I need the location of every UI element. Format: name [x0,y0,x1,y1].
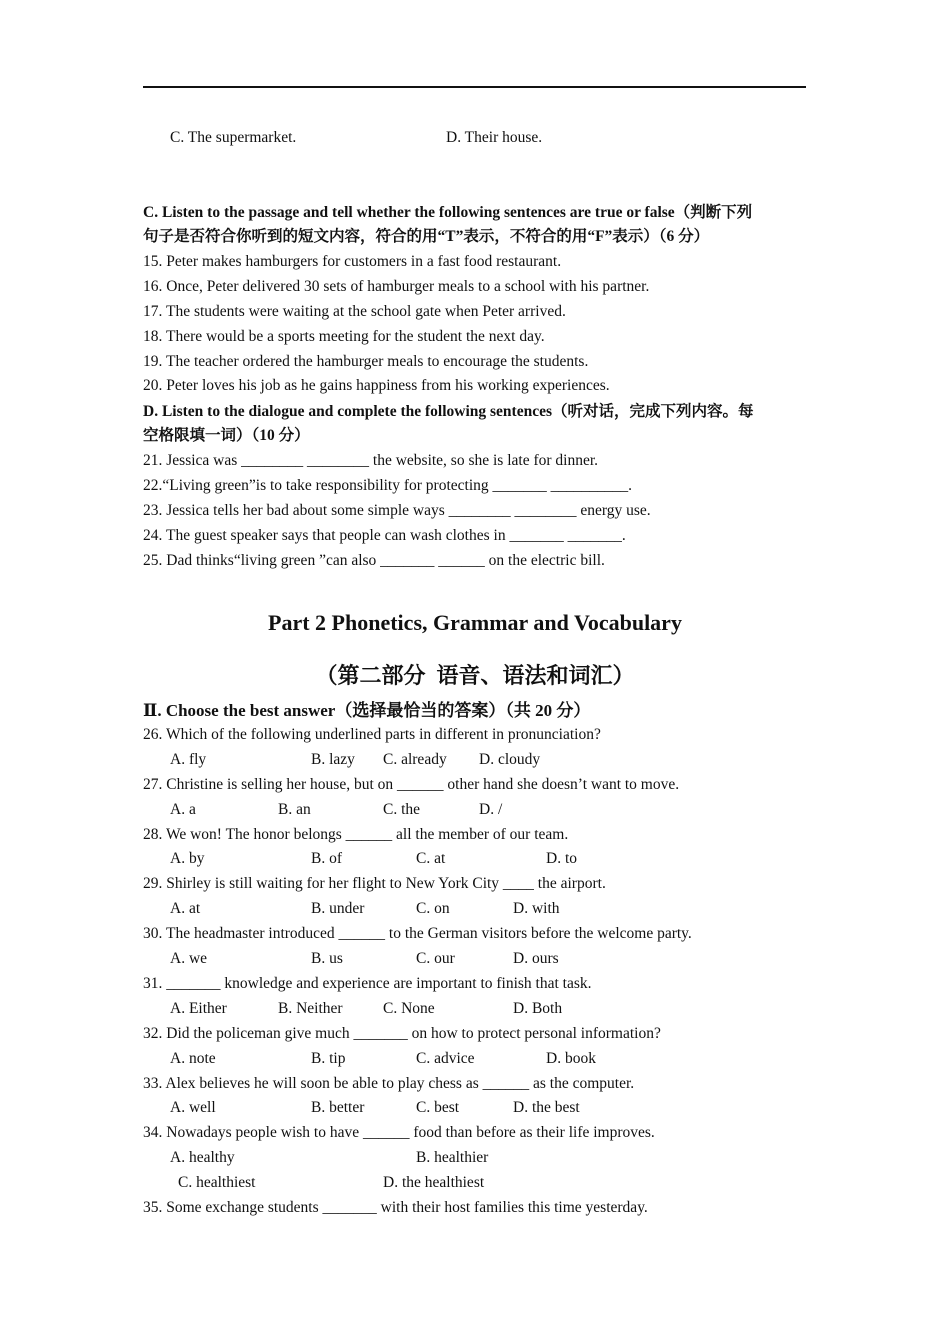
question-20: 20. Peter loves his job as he gains happiness from his working experiences. [143,377,610,394]
q34-option-b: B. healthier [416,1149,489,1166]
q28-option-c: C. at [416,850,446,867]
q31-option-a: A. Either [170,1000,227,1017]
question-19: 19. The teacher ordered the hamburger meals to encourage the students. [143,353,589,370]
prev-option-c: C. The supermarket. [170,129,297,146]
q28-option-d: D. to [546,850,577,867]
section-d-title: D. Listen to the dialogue and complete the following sentences（听对话，完成下列内容。每 [143,403,754,420]
q29-option-d: D. with [513,900,560,917]
q31-option-b: B. Neither [278,1000,343,1017]
question-22: 22.“Living green”is to take responsibility for protecting _______ __________. [143,477,633,494]
q33-option-d: D. the best [513,1099,580,1116]
question-18: 18. There would be a sports meeting for the student the next day. [143,328,545,345]
q26-option-b: B. lazy [311,751,355,768]
question-27: 27. Christine is selling her house, but on ______ other hand she doesn’t want to move. [143,776,680,793]
q26-option-a: A. fly [170,751,207,768]
q28-option-a: A. by [170,850,205,867]
q26-option-d: D. cloudy [479,751,541,768]
q29-option-a: A. at [170,900,201,917]
q29-option-b: B. under [311,900,365,917]
section-c-title: C. Listen to the passage and tell whether the following sentences are true or false（判断下列 [143,204,753,221]
question-32: 32. Did the policeman give much _______ on how to protect personal information? [143,1025,661,1042]
question-29: 29. Shirley is still waiting for her flight to New York City ____ the airport. [143,875,606,892]
part2-title-cn: （第二部分 语音、语法和词汇） [315,663,635,688]
question-21: 21. Jessica was ________ ________ the website, so she is late for dinner. [143,452,599,469]
header-rule [143,86,806,88]
question-31: 31. _______ knowledge and experience are important to finish that task. [143,975,592,992]
q30-option-c: C. our [416,950,455,967]
q27-option-b: B. an [278,801,311,818]
q26-option-c: C. already [383,751,447,768]
question-25: 25. Dad thinks“living green ”can also _______ ______ on the electric bill. [143,552,605,569]
section-d-title-cont: 空格限填一词）（10 分） [143,427,310,444]
q34-option-c: C. healthiest [178,1174,256,1191]
q31-option-c: C. None [383,1000,435,1017]
q34-option-d: D. the healthiest [383,1174,485,1191]
q27-option-c: C. the [383,801,421,818]
question-17: 17. The students were waiting at the school gate when Peter arrived. [143,303,566,320]
question-16: 16. Once, Peter delivered 30 sets of hamburger meals to a school with his partner. [143,278,650,295]
prev-option-d: D. Their house. [446,129,543,146]
question-35: 35. Some exchange students _______ with their host families this time yesterday. [143,1199,648,1216]
question-33: 33. Alex believes he will soon be able to play chess as ______ as the computer. [143,1075,635,1092]
q27-option-a: A. a [170,801,196,818]
q32-option-d: D. book [546,1050,596,1067]
question-15: 15. Peter makes hamburgers for customers in a fast food restaurant. [143,253,562,270]
question-24: 24. The guest speaker says that people can wash clothes in _______ _______. [143,527,626,544]
question-28: 28. We won! The honor belongs ______ all the member of our team. [143,826,569,843]
q33-option-a: A. well [170,1099,216,1116]
q27-option-d: D. / [479,801,503,818]
q32-option-a: A. note [170,1050,216,1067]
question-23: 23. Jessica tells her bad about some simple ways ________ ________ energy use. [143,502,651,519]
q28-option-b: B. of [311,850,342,867]
q30-option-a: A. we [170,950,208,967]
question-30: 30. The headmaster introduced ______ to the German visitors before the welcome party. [143,925,692,942]
q30-option-b: B. us [311,950,343,967]
q33-option-c: C. best [416,1099,460,1116]
q31-option-d: D. Both [513,1000,563,1017]
q33-option-b: B. better [311,1099,365,1116]
section-c-title-cont: 句子是否符合你听到的短文内容，符合的用“T”表示，不符合的用“F”表示）（6 分） [143,228,710,245]
q34-option-a: A. healthy [170,1149,235,1166]
part2-title: Part 2 Phonetics, Grammar and Vocabulary [268,610,682,635]
section-ii-title: Ⅱ. Choose the best answer（选择最恰当的答案）（共 20 分） [143,701,591,720]
q32-option-b: B. tip [311,1050,346,1067]
q30-option-d: D. ours [513,950,559,967]
question-26: 26. Which of the following underlined parts in different in pronunciation? [143,726,601,743]
q32-option-c: C. advice [416,1050,475,1067]
q29-option-c: C. on [416,900,450,917]
question-34: 34. Nowadays people wish to have ______ food than before as their life improves. [143,1124,655,1141]
